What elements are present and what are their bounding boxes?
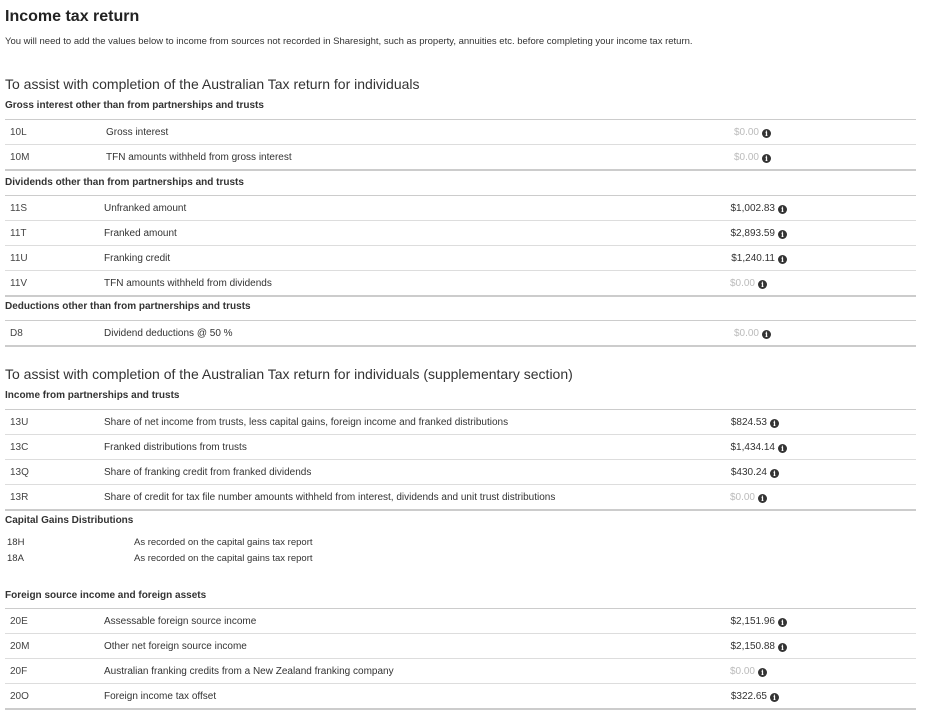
- row-value: $2,893.59 i: [731, 228, 788, 239]
- table-row: [5, 683, 916, 710]
- table-row: [5, 434, 916, 459]
- row-code: 11T: [10, 228, 27, 239]
- info-icon[interactable]: i: [770, 693, 779, 702]
- row-value: $1,434.14 i: [731, 442, 788, 453]
- info-icon[interactable]: i: [770, 469, 779, 478]
- info-icon[interactable]: i: [762, 330, 771, 339]
- info-icon[interactable]: i: [770, 419, 779, 428]
- row-label: Australian franking credits from a New Zealand franking company: [104, 666, 394, 677]
- table-row: [5, 220, 916, 245]
- table-row: [5, 320, 916, 347]
- table-deductions: [5, 320, 916, 347]
- table-row: [5, 459, 916, 484]
- info-icon[interactable]: i: [762, 154, 771, 163]
- row-value: $0.00 i: [730, 492, 767, 503]
- row-code: 13U: [10, 417, 29, 428]
- row-value: $0.00 i: [730, 278, 767, 289]
- row-label: Franked amount: [104, 228, 177, 239]
- row-label: Franked distributions from trusts: [104, 442, 247, 453]
- row-value: $1,002.83 i: [731, 203, 788, 214]
- row-label: Gross interest: [106, 127, 169, 138]
- table-partnerships: [5, 409, 916, 511]
- row-label: Share of credit for tax file number amounts withheld from interest, dividends and unit trust distributions: [104, 492, 556, 503]
- table-row: [5, 409, 916, 434]
- table-foreign: [5, 608, 916, 710]
- info-icon[interactable]: i: [762, 129, 771, 138]
- info-icon[interactable]: i: [758, 280, 767, 289]
- row-code: 11V: [10, 278, 28, 289]
- row-label: Other net foreign source income: [104, 641, 247, 652]
- row-label: TFN amounts withheld from dividends: [104, 278, 272, 289]
- row-code: 13C: [10, 442, 29, 453]
- table-row: [5, 270, 916, 297]
- row-code: D8: [10, 328, 23, 339]
- info-icon[interactable]: i: [778, 205, 787, 214]
- row-label: As recorded on the capital gains tax report: [134, 537, 313, 548]
- row-code: 13R: [10, 492, 29, 503]
- row-value: $0.00 i: [734, 328, 771, 339]
- row-value: $824.53 i: [731, 417, 779, 428]
- row-code: 20M: [10, 641, 30, 652]
- row-code: 11S: [10, 203, 28, 214]
- row-value: $430.24 i: [731, 467, 779, 478]
- table-row: [5, 245, 916, 270]
- info-icon[interactable]: i: [778, 618, 787, 627]
- info-icon[interactable]: i: [758, 668, 767, 677]
- row-code: 10L: [10, 127, 27, 138]
- row-label: As recorded on the capital gains tax report: [134, 553, 313, 564]
- row-label: Share of franking credit from franked dividends: [104, 467, 312, 478]
- group-heading-partnerships: Income from partnerships and trusts: [5, 390, 180, 401]
- row-value: $1,240.11 i: [731, 253, 787, 264]
- row-value: $322.65 i: [731, 691, 779, 702]
- section2-heading: To assist with completion of the Australian Tax return for individuals (supplementary section): [5, 366, 573, 382]
- row-code: 20O: [10, 691, 29, 702]
- row-code: 20F: [10, 666, 28, 677]
- group-heading-gross-interest: Gross interest other than from partnerships and trusts: [5, 100, 264, 111]
- row-code: 18A: [7, 553, 24, 564]
- row-label: Foreign income tax offset: [104, 691, 217, 702]
- intro-text: You will need to add the values below to income from sources not recorded in Sharesight, such as property, annuities etc. before completing your income tax return.: [5, 36, 693, 47]
- row-code: 11U: [10, 253, 28, 264]
- row-code: 18H: [7, 537, 25, 548]
- row-value: $2,150.88 i: [731, 641, 788, 652]
- row-code: 10M: [10, 152, 30, 163]
- table-row: [5, 658, 916, 683]
- row-label: TFN amounts withheld from gross interest: [106, 152, 292, 163]
- row-label: Dividend deductions @ 50 %: [104, 328, 233, 339]
- group-heading-dividends: Dividends other than from partnerships and trusts: [5, 177, 244, 188]
- table-row: [5, 195, 916, 220]
- row-label: Franking credit: [104, 253, 171, 264]
- info-icon[interactable]: i: [778, 255, 787, 264]
- info-icon[interactable]: i: [778, 643, 787, 652]
- table-row: [5, 608, 916, 633]
- table-dividends: [5, 195, 916, 297]
- row-label: Unfranked amount: [104, 203, 187, 214]
- row-value: $0.00 i: [730, 666, 767, 677]
- row-code: 20E: [10, 616, 28, 627]
- info-icon[interactable]: i: [758, 494, 767, 503]
- row-label: Share of net income from trusts, less capital gains, foreign income and franked distributions: [104, 417, 509, 428]
- table-row: [5, 119, 916, 144]
- info-icon[interactable]: i: [778, 444, 787, 453]
- section1-heading: To assist with completion of the Australian Tax return for individuals: [5, 76, 420, 92]
- group-heading-foreign: Foreign source income and foreign assets: [5, 590, 207, 601]
- row-code: 13Q: [10, 467, 29, 478]
- page-title: Income tax return: [5, 8, 140, 25]
- info-icon[interactable]: i: [778, 230, 787, 239]
- group-heading-capital-gains: Capital Gains Distributions: [5, 515, 134, 526]
- group-heading-deductions: Deductions other than from partnerships and trusts: [5, 301, 251, 312]
- table-row: [5, 144, 916, 171]
- table-row: [5, 484, 916, 511]
- row-value: $2,151.96 i: [731, 616, 788, 627]
- row-label: Assessable foreign source income: [104, 616, 257, 627]
- row-value: $0.00 i: [734, 127, 771, 138]
- table-gross-interest: [5, 119, 916, 171]
- table-row: [5, 633, 916, 658]
- row-value: $0.00 i: [734, 152, 771, 163]
